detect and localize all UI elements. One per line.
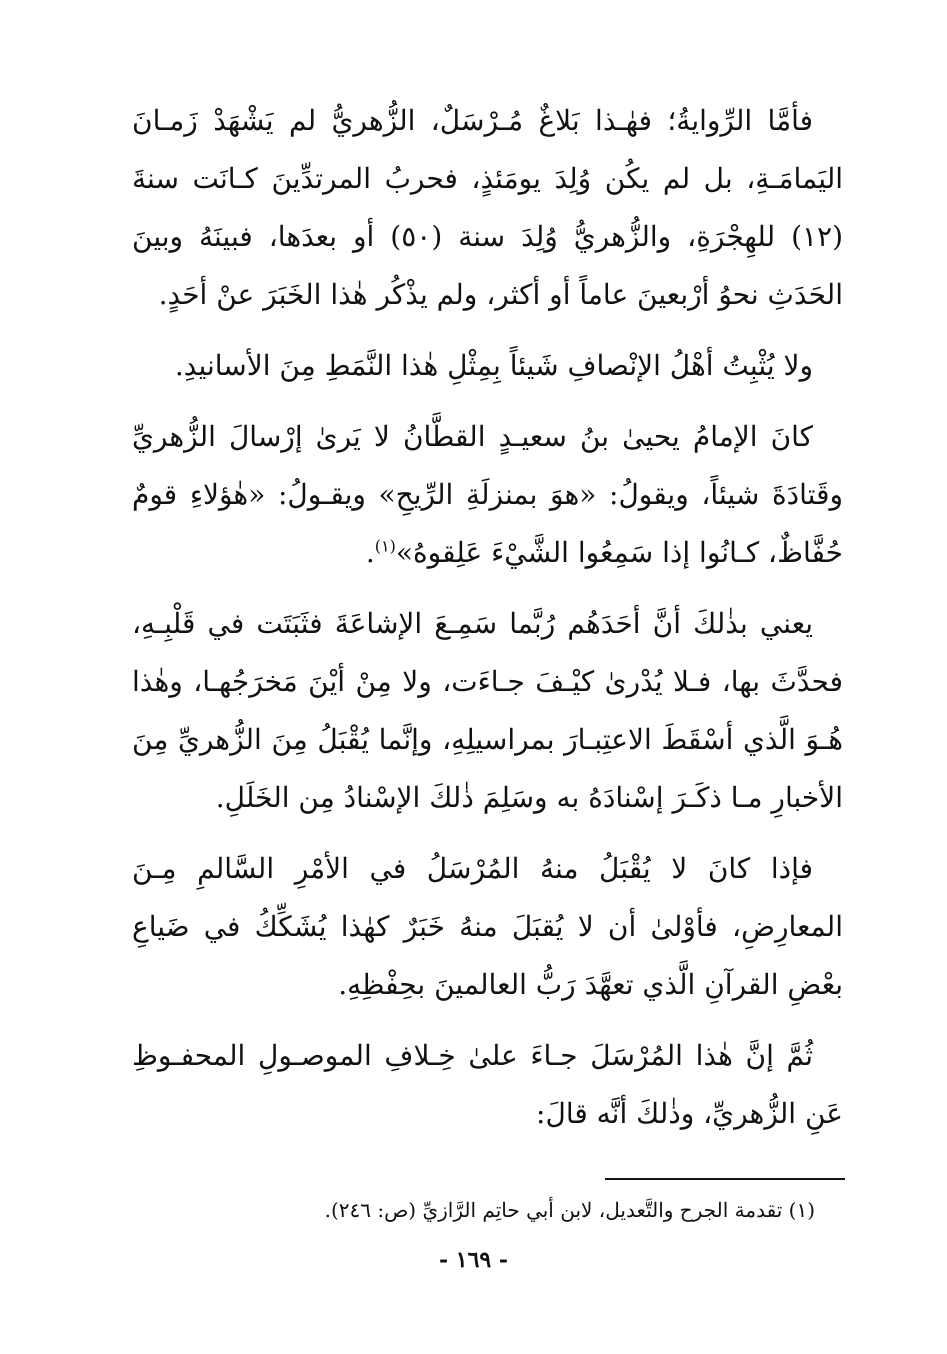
paragraph-1: فأمَّا الرِّوايةُ؛ فهٰـذا بَلاغٌ مُـرْسَلٌ، الزُّهريُّ لم يَشْهَدْ زَمـانَ اليَمامَـةِ، بل لم يكُن وُلِدَ يومَئذٍ، فحربُ المرتدِّينَ كـانَت سنةَ (١٢) للهِجْرَةِ، والزُّهريُّ وُلِدَ سنة (٥٠) أو بعدَها، فبينَهُ وبينَ الحَدَثِ نحوُ أرْبعينَ عاماً أو أكثر، ولم يذْكُر هٰذا الخَبَرَ عنْ أحَدٍ. (132, 104, 844, 311)
footnote-divider (605, 1178, 845, 1180)
paragraph-5: فإذا كانَ لا يُقْبَلُ منهُ المُرْسَلُ في الأمْرِ السَّالمِ مِـنَ المعارِضِ، فأوْلىٰ أن لا يُقبَلَ منهُ خَبَرٌ كهٰذا يُشَكِّكُ في ضَياعِ بعْضِ القرآنِ الَّذي تعهَّدَ رَبُّ العالمينَ بحِفْظِهِ. (132, 852, 843, 1001)
paragraph-4: يعني بذٰلكَ أنَّ أحَدَهُم رُبَّما سَمِـعَ الإشاعَةَ فثَبَتَت في قَلْبِـهِ، فحدَّثَ بها، فـلا يُدْرىٰ كيْـفَ جـاءَت، ولا مِنْ أيْنَ مَخرَجُهـا، وهٰذا هُـوَ الَّذي أسْقَطَ الاعتِبـارَ بمراسيلِهِ، وإنَّما يُقْبَلُ مِنَ الزُّهريِّ مِنَ الأخبارِ مـا ذكَـرَ إسْنادَهُ به وسَلِمَ ذٰلكَ الإسْنادُ مِن الخَلَلِ. (132, 607, 843, 814)
paragraph-3 (132, 408, 843, 582)
page-number: - ١٦٩ - (438, 1247, 509, 1273)
paragraph-6: ثُمَّ إنَّ هٰذا المُرْسَلَ جـاءَ علىٰ خِـلافِ الموصـولِ المحفـوظِ عَنِ الزُّهريِّ، وذٰلكَ أنَّه قالَ: (132, 1039, 843, 1130)
page-body (132, 92, 843, 1156)
paragraph-2: ولا يُثْبِتُ أهْلُ الإنْصافِ شَيئاً بِمِثْلِ هٰذا النَّمَطِ مِنَ الأسانيدِ. (174, 349, 813, 382)
paragraph-3-tail: . (365, 536, 375, 569)
footnote: (١) تقدمة الجرح والتَّعديل، لابن أبي حاتِم الرَّازيِّ (ص: ٢٤٦). (324, 1198, 815, 1222)
footnote-reference: (١) (374, 536, 396, 556)
paragraph-3-text: كانَ الإمامُ يحيىٰ بنُ سعيـدٍ القطَّانُ لا يَرىٰ إرْسالَ الزُّهريِّ وقَتادَةَ شيئاً، ويقولُ: «هوَ بمنزلَةِ الرِّيحِ» ويقـولُ: «هٰؤلاءِ قومٌ حُفَّاظٌ، كـانُوا إذا سَمِعُوا الشَّيْءَ عَلِقوهُ» (132, 420, 843, 569)
